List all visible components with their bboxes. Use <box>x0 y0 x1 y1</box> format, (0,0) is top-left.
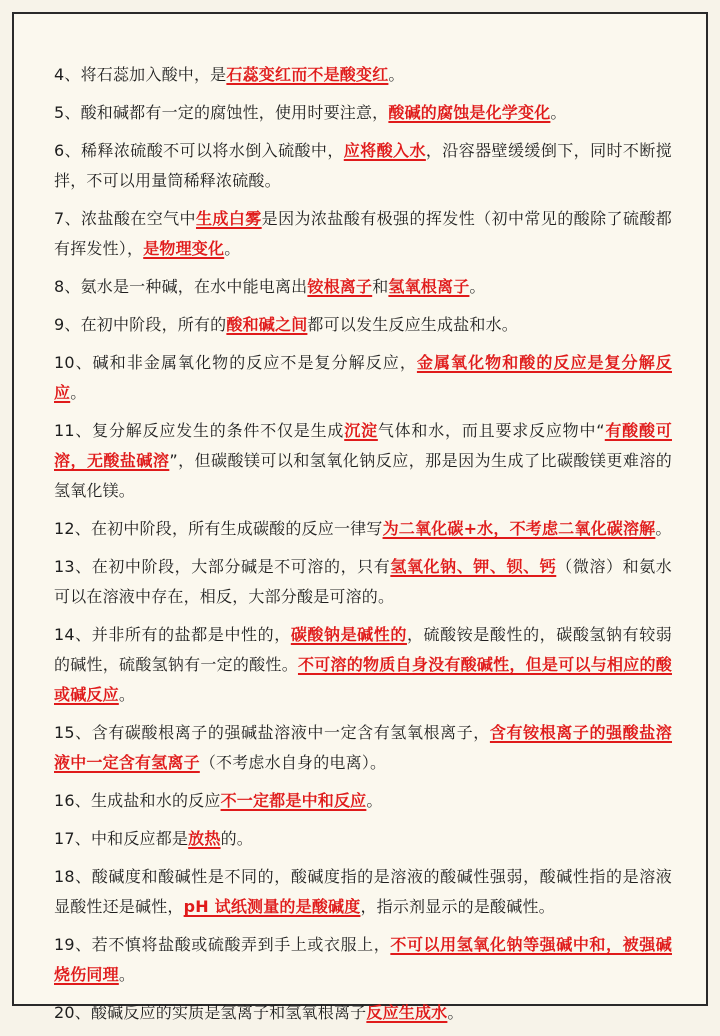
text-segment: ，硫酸铵是酸性的，碳酸氢钠有较弱的碱性，硫酸氢钠有一定的酸性。 <box>54 625 672 674</box>
highlighted-text: 放热 <box>188 829 221 848</box>
item-20 <box>54 998 672 1028</box>
item-13 <box>54 552 672 612</box>
text-segment: 都可以发生反应生成盐和水。 <box>307 315 519 334</box>
text-segment: 8、氨水是一种碱，在水中能电离出 <box>54 277 308 296</box>
text-segment: 15、含有碳酸根离子的强碱盐溶液中一定含有氢氧根离子， <box>54 723 490 742</box>
highlighted-text: 不一定都是中和反应 <box>220 791 367 810</box>
text-segment: 18、酸碱度和酸碱性是不同的，酸碱度指的是溶液的酸碱性强弱，酸碱性指的是溶液显酸性还是碱性， <box>54 867 672 916</box>
text-segment: 。 <box>70 383 87 402</box>
highlighted-text: 不可以用氢氧化钠等强碱中和，被强碱烧伤同理 <box>54 935 672 984</box>
text-segment: 。 <box>118 965 136 984</box>
item-9 <box>54 310 672 340</box>
text-segment: 6、稀释浓硫酸不可以将水倒入硫酸中， <box>54 141 344 160</box>
text-segment: 的。 <box>220 829 253 848</box>
highlighted-text: pH 试纸测量的是酸碱度 <box>183 897 361 916</box>
highlighted-text: 氢氧根离子 <box>388 277 470 296</box>
item-15 <box>54 718 672 778</box>
highlighted-text: 酸碱的腐蚀是化学变化 <box>388 103 551 122</box>
text-segment: 10、碱和非金属氧化物的反应不是复分解反应， <box>54 353 417 372</box>
text-segment: （不考虑水自身的电离）。 <box>199 753 387 772</box>
highlighted-text: 应将酸入水 <box>343 141 426 160</box>
item-17 <box>54 824 672 854</box>
item-12 <box>54 514 672 544</box>
text-segment: 。 <box>655 519 672 538</box>
item-16 <box>54 786 672 816</box>
item-8 <box>54 272 672 302</box>
text-segment: ，指示剂显示的是酸碱性。 <box>360 897 555 916</box>
item-11 <box>54 416 672 506</box>
highlighted-text: 碳酸钠是碱性的 <box>290 625 407 644</box>
text-segment: 16、生成盐和水的反应 <box>54 791 221 810</box>
text-segment: ，沿容器壁缓缓倒下，同时不断搅拌，不可以用量筒稀释浓硫酸。 <box>54 141 672 190</box>
highlighted-text: 反应生成水 <box>366 1003 448 1022</box>
text-segment: 。 <box>118 685 136 704</box>
text-segment: ”，但碳酸镁可以和氢氧化钠反应，那是因为生成了比碳酸镁更难溶的氢氧化镁。 <box>54 451 672 500</box>
text-segment: 11、复分解反应发生的条件不仅是生成 <box>54 421 345 440</box>
highlighted-text: 金属氧化物和酸的反应是复分解反应 <box>54 353 672 402</box>
item-4 <box>54 60 672 90</box>
text-segment: 17、中和反应都是 <box>54 829 189 848</box>
text-segment: 5、酸和碱都有一定的腐蚀性，使用时要注意， <box>54 103 389 122</box>
highlighted-text: 石蕊变红而不是酸变红 <box>226 65 389 84</box>
text-segment: 20、酸碱反应的实质是氢离子和氢氧根离子 <box>54 1003 367 1022</box>
text-segment: 。 <box>224 239 241 258</box>
highlighted-text: 酸和碱之间 <box>226 315 308 334</box>
text-segment: 。 <box>447 1003 464 1022</box>
text-segment: （微溶）和氨水可以在溶液中存在，相反，大部分酸是可溶的。 <box>54 557 673 606</box>
item-10 <box>54 348 672 408</box>
highlighted-text: 有酸酸可溶，无酸盐碱溶 <box>54 421 672 470</box>
document-page <box>12 12 708 1022</box>
text-segment: 气体和水，而且要求反应物中“ <box>377 421 605 440</box>
highlighted-text: 不可溶的物质自身没有酸碱性，但是可以与相应的酸或碱反应 <box>54 655 672 704</box>
text-segment: 9、在初中阶段，所有的 <box>54 315 227 334</box>
text-segment: 14、并非所有的盐都是中性的， <box>54 625 291 644</box>
text-segment: 7、浓盐酸在空气中 <box>54 209 196 228</box>
text-segment: 。 <box>366 791 383 810</box>
highlighted-text: 沉淀 <box>344 421 378 440</box>
item-6 <box>54 136 672 196</box>
text-segment: 是因为浓盐酸有极强的挥发性（初中常见的酸除了硫酸都有挥发性）， <box>54 209 672 258</box>
item-18 <box>54 862 672 922</box>
item-5 <box>54 98 672 128</box>
item-7 <box>54 204 672 264</box>
highlighted-text: 为二氧化碳+水，不考虑二氧化碳溶解 <box>382 519 656 538</box>
highlighted-text: 铵根离子 <box>307 277 373 296</box>
text-segment: 13、在初中阶段，大部分碱是不可溶的，只有 <box>54 557 391 576</box>
text-segment: 。 <box>388 65 405 84</box>
item-19 <box>54 930 672 990</box>
text-segment: 12、在初中阶段，所有生成碳酸的反应一律写 <box>54 519 383 538</box>
knowledge-list <box>54 60 672 1036</box>
text-segment: 4、将石蕊加入酸中，是 <box>54 65 227 84</box>
text-segment: 。 <box>469 277 486 296</box>
text-segment: 。 <box>550 103 567 122</box>
highlighted-text: 含有铵根离子的强酸盐溶液中一定含有氢离子 <box>54 723 673 772</box>
text-segment: 和 <box>372 277 389 296</box>
highlighted-text: 生成白雾 <box>195 209 262 228</box>
highlighted-text: 氢氧化钠、钾、钡、钙 <box>390 557 557 576</box>
highlighted-text: 是物理变化 <box>143 239 225 258</box>
text-segment: 19、若不慎将盐酸或硫酸弄到手上或衣服上， <box>54 935 391 954</box>
item-14 <box>54 620 672 710</box>
